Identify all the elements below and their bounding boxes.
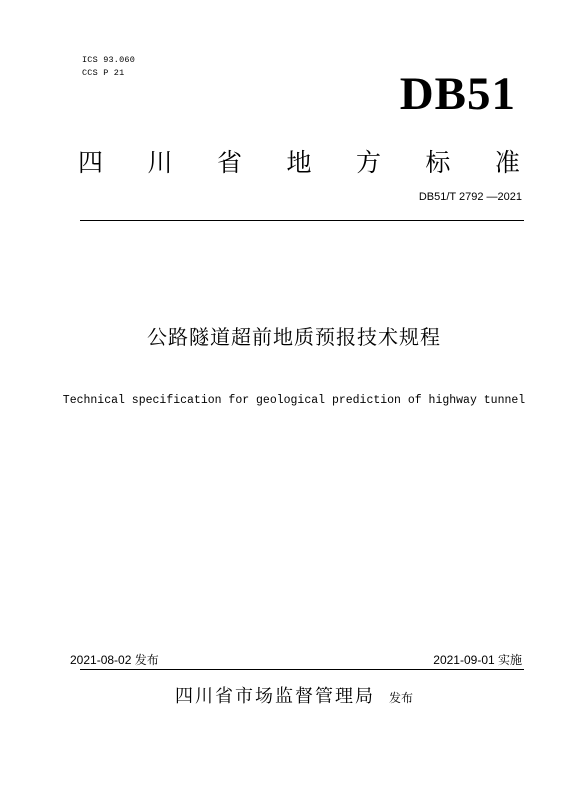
header-divider bbox=[80, 220, 524, 221]
english-title: Technical specification for geological prediction of highway tunnel bbox=[62, 394, 526, 407]
footer-divider bbox=[80, 669, 524, 670]
standard-type-char: 方 bbox=[355, 148, 381, 177]
issue-date: 2021-08-02 发布 bbox=[70, 653, 159, 667]
issuer-suffix: 发布 bbox=[388, 691, 413, 705]
issuing-authority: 四川省市场监督管理局 bbox=[174, 686, 375, 707]
classification-codes bbox=[82, 54, 135, 80]
chinese-title: 公路隧道超前地质预报技术规程 bbox=[147, 325, 441, 349]
ccs-code: CCS P 21 bbox=[82, 68, 125, 78]
standard-logo: DB51 bbox=[399, 68, 516, 120]
standard-type bbox=[78, 146, 520, 180]
standard-type-char: 省 bbox=[216, 148, 242, 177]
implementation-date: 2021-09-01 实施 bbox=[433, 653, 522, 667]
issuer-line bbox=[0, 684, 588, 711]
standard-type-char: 川 bbox=[147, 148, 173, 177]
standard-type-char: 地 bbox=[286, 148, 312, 177]
ics-code: ICS 93.060 bbox=[82, 55, 136, 65]
standard-number: DB51/T 2792 —2021 bbox=[418, 191, 522, 203]
standard-type-char: 标 bbox=[425, 148, 451, 177]
standard-type-char: 准 bbox=[494, 148, 520, 177]
standard-type-char: 四 bbox=[78, 148, 104, 177]
